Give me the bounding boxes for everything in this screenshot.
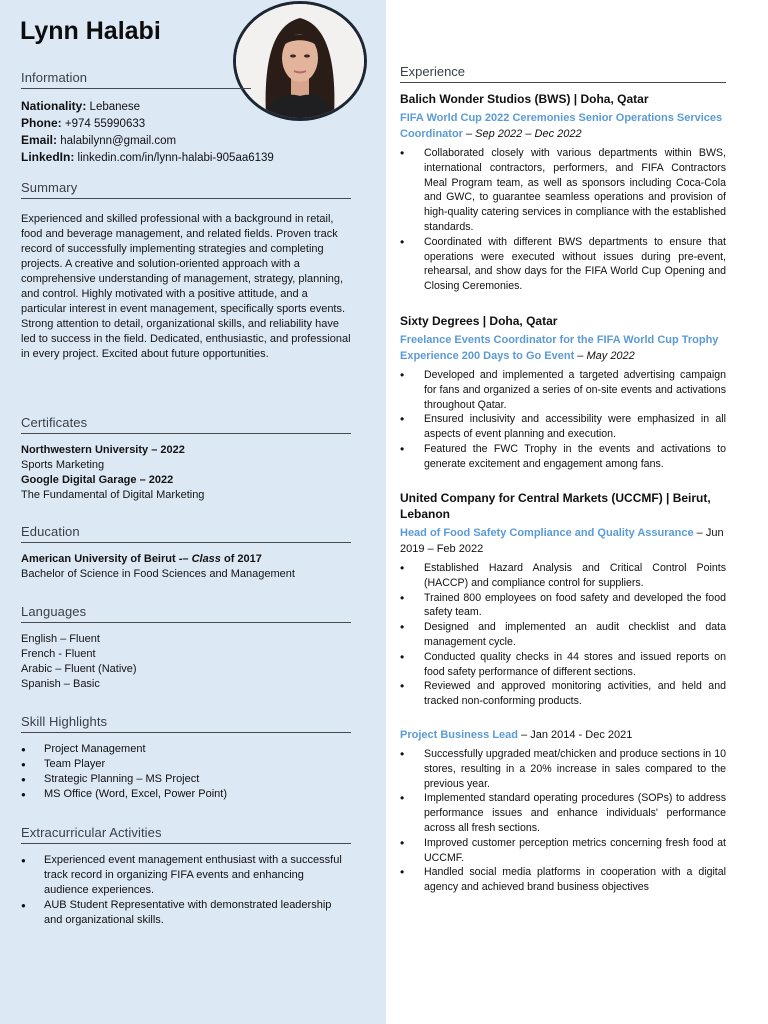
education-section: [21, 524, 351, 582]
phone-label: Phone:: [21, 116, 62, 130]
skill-item: ● Strategic Planning – MS Project: [21, 772, 351, 787]
phone-line: [21, 115, 351, 132]
languages-section: [21, 604, 351, 692]
language-item: Arabic – Fluent (Native): [21, 663, 137, 675]
certificates-heading: Certificates: [21, 415, 351, 434]
job-bullet: • Designed and implemented an audit checklist and data management cycle.: [400, 620, 726, 650]
linkedin-line: [21, 149, 351, 166]
experience-heading: Experience: [400, 64, 726, 83]
job-role: FIFA World Cup 2022 Ceremonies Senior Operations Services Coordinator – Sep 2022 – Dec 2022: [400, 112, 723, 140]
certificate-issuer: Google Digital Garage – 2022: [21, 474, 174, 486]
certificates-section: [21, 415, 351, 503]
job-bullets: [400, 747, 726, 895]
languages-heading: Languages: [21, 604, 351, 623]
job-role: Project Business Lead – Jan 2014 - Dec 2021: [400, 729, 633, 741]
company-name: United Company for Central Markets (UCCMF) | Beirut, Lebanon: [400, 491, 711, 521]
job-bullets: [400, 368, 726, 472]
information-section: [21, 70, 351, 166]
skills-heading: Skill Highlights: [21, 714, 351, 733]
job-bullet: • Developed and implemented a targeted advertising campaign for fans and organized a series of on-site events and activations throughout Qatar.: [400, 368, 726, 412]
skills-list: [21, 742, 351, 802]
skill-item: ● Team Player: [21, 757, 351, 772]
job-bullet: • Featured the FWC Trophy in the events and activations to generate excitement and engagement among fans.: [400, 442, 726, 472]
job-bullet: • Improved customer perception metrics concerning fresh food at UCCMF.: [400, 836, 726, 866]
email-label: Email:: [21, 133, 58, 147]
job-bullet: • Collaborated closely with various departments within BWS, international contractors, performers, and FIFA Contractors Meal Program team, as well as sponsors including Coca-Cola and GWC, to guarantee seamless operations and provision of high-quality catering services in compliance with the established standards.: [400, 146, 726, 235]
job-bullet: • Coordinated with different BWS departments to ensure that operations were executed without issues during pre-event, rehearsal, and show days for the FIFA World Cup Opening and Closing Ceremonies.: [400, 235, 726, 294]
skill-item: ● MS Office (Word, Excel, Power Point): [21, 787, 351, 802]
activity-item: ● Experienced event management enthusiast with a successful track record in organizing FIFA events and enhancing audience experiences.: [21, 853, 351, 898]
job-bullet: • Implemented standard operating procedures (SOPs) to address performance issues and enhance individuals' performance across all fresh sections.: [400, 791, 726, 835]
job-role: Freelance Events Coordinator for the FIFA World Cup Trophy Experience 200 Days to Go Event – May 2022: [400, 334, 719, 362]
summary-heading: Summary: [21, 180, 351, 199]
nationality-value: Lebanese: [89, 101, 141, 113]
person-name: Lynn Halabi: [20, 17, 161, 45]
information-heading: Information: [21, 70, 251, 89]
job-bullet: • Conducted quality checks in 44 stores and issued reports on food safety performance of different sections.: [400, 650, 726, 680]
activity-item: ● AUB Student Representative with demonstrated leadership and organizational skills.: [21, 898, 351, 928]
extracurricular-heading: Extracurricular Activities: [21, 825, 351, 844]
job-bullets: [400, 561, 726, 709]
education-heading: Education: [21, 524, 351, 543]
certificate-title: Sports Marketing: [21, 459, 105, 471]
summary-text: Experienced and skilled professional with a background in retail, food and beverage management, and related fields. Proven track record of successfully implementing strategies and completing projects. A creative and solution-oriented approach with a comprehensive understanding of management, strategy, planning, and control. Highly motivated with a positive attitude, and a particular interest in event management, specifically sports events. Strong attention to detail, organizational skills, and reliability have led to success in the field. Dedicated, enthusiastic, and professional in every project. Excited about future opportunities.: [21, 213, 351, 360]
job-entry: [400, 490, 726, 709]
skill-item: ● Project Management: [21, 742, 351, 757]
job-bullet: • Successfully upgraded meat/chicken and produce sections in 10 stores, resulting in a 20% increase in sales compared to the previous year.: [400, 747, 726, 791]
job-bullet: • Handled social media platforms in cooperation with a digital agency and achieved brand business objectives: [400, 865, 726, 895]
job-bullet: • Trained 800 employees on food safety and developed the food safety team.: [400, 591, 726, 621]
certificate-issuer: Northwestern University – 2022: [21, 444, 185, 456]
company-name: Balich Wonder Studios (BWS) | Doha, Qatar: [400, 92, 649, 106]
email-link[interactable]: halabilynn@gmail.com: [60, 135, 177, 147]
language-item: Spanish – Basic: [21, 678, 100, 690]
job-entry: [400, 91, 726, 294]
skills-section: [21, 714, 351, 802]
education-degree: Bachelor of Science in Food Sciences and Management: [21, 568, 295, 580]
language-item: English – Fluent: [21, 633, 100, 645]
company-name: Sixty Degrees | Doha, Qatar: [400, 314, 558, 328]
extracurricular-list: [21, 853, 351, 928]
job-bullet: • Reviewed and approved monitoring activities, and held and tracked non-conforming products.: [400, 679, 726, 709]
job-entry: [400, 313, 726, 472]
job-bullet: • Established Hazard Analysis and Critical Control Points (HACCP) and compliance control for suppliers.: [400, 561, 726, 591]
summary-section: [21, 180, 351, 362]
language-item: French - Fluent: [21, 648, 96, 660]
nationality-label: Nationality:: [21, 99, 87, 113]
education-school: American University of Beirut -– Class of 2017: [21, 553, 262, 565]
job-entry: [400, 727, 726, 895]
job-bullets: [400, 146, 726, 294]
job-bullet: • Ensured inclusivity and accessibility were emphasized in all aspects of event planning and execution.: [400, 412, 726, 442]
email-line: [21, 132, 351, 149]
certificate-title: The Fundamental of Digital Marketing: [21, 489, 205, 501]
job-role: Head of Food Safety Compliance and Quality Assurance – Jun 2019 – Feb 2022: [400, 527, 724, 555]
nationality-line: [21, 98, 351, 115]
extracurricular-section: [21, 825, 351, 928]
linkedin-link[interactable]: linkedin.com/in/lynn-halabi-905aa6139: [77, 152, 274, 164]
phone-value: +974 55990633: [64, 118, 146, 130]
linkedin-label: LinkedIn:: [21, 150, 75, 164]
